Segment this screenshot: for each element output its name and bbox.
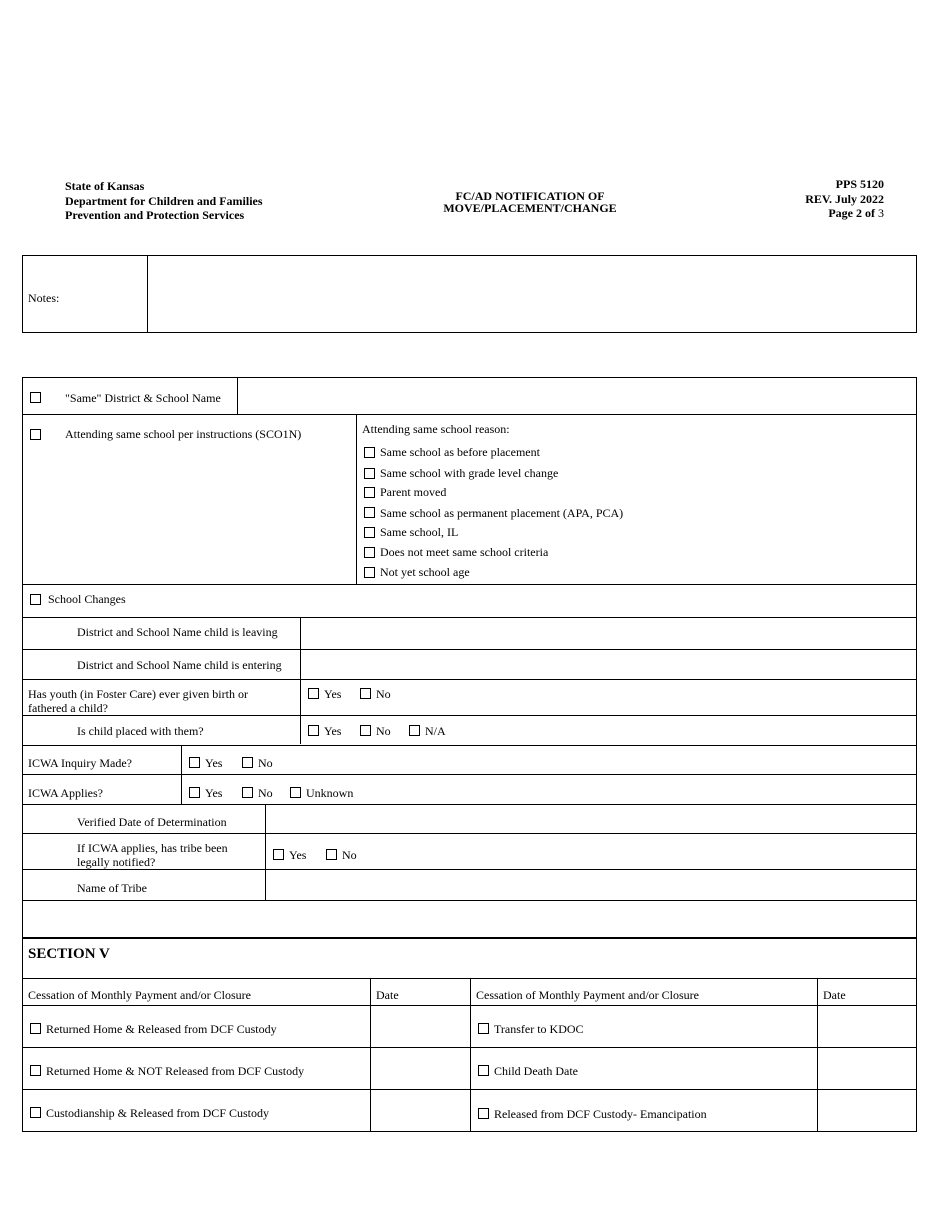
icwa-inquiry-label: ICWA Inquiry Made? [28, 756, 132, 770]
school-changes-label: School Changes [48, 592, 126, 606]
school-changes-checkbox[interactable] [30, 594, 41, 605]
divider [22, 679, 917, 680]
icwa-applies-yes-checkbox[interactable] [189, 787, 200, 798]
divider [22, 804, 917, 805]
agency-block [65, 179, 263, 223]
reason-checkbox-not-meet-criteria[interactable] [364, 547, 375, 558]
agency-department: Department for Children and Families [65, 193, 263, 208]
no-label: No [376, 687, 391, 701]
yes-label: Yes [324, 687, 342, 701]
same-district-field[interactable] [239, 379, 915, 413]
reason-label: Not yet school age [380, 565, 470, 579]
returned-home-released-checkbox[interactable] [30, 1023, 41, 1034]
tribe-notified-no-checkbox[interactable] [326, 849, 337, 860]
cessation-header-right: Cessation of Monthly Payment and/or Closure [476, 988, 699, 1002]
cessation-item-label: Released from DCF Custody- Emancipation [494, 1107, 707, 1121]
attending-same-school-label: Attending same school per instructions (SCO1N) [65, 427, 302, 441]
verified-date-label: Verified Date of Determination [77, 815, 227, 829]
verified-date-field[interactable] [267, 806, 915, 832]
divider [22, 1005, 917, 1006]
divider [22, 617, 917, 618]
cessation-item-label: Returned Home & Released from DCF Custody [46, 1022, 277, 1036]
icwa-applies-no-checkbox[interactable] [242, 787, 253, 798]
divider [22, 1089, 917, 1090]
date-header-left: Date [376, 988, 399, 1002]
form-meta [805, 177, 884, 221]
page-label: Page 2 of [828, 206, 875, 220]
divider [22, 869, 917, 870]
page-total: 3 [878, 206, 884, 220]
divider [22, 900, 917, 901]
no-label: No [376, 724, 391, 738]
form-title-line1: FC/AD NOTIFICATION OF [455, 189, 605, 203]
reason-label: Does not meet same school criteria [380, 545, 549, 559]
emancipation-date[interactable] [819, 1091, 915, 1130]
emancipation-checkbox[interactable] [478, 1108, 489, 1119]
custodianship-released-date[interactable] [372, 1091, 468, 1130]
notes-field[interactable] [149, 257, 915, 331]
section-v-title: SECTION V [28, 946, 110, 962]
form-title-line2: MOVE/PLACEMENT/CHANGE [443, 201, 617, 215]
same-district-checkbox[interactable] [30, 392, 41, 403]
placed-with-label: Is child placed with them? [77, 724, 204, 738]
reason-checkbox-same-school-il[interactable] [364, 527, 375, 538]
reason-checkbox-grade-change[interactable] [364, 468, 375, 479]
divider [22, 715, 917, 716]
yes-label: Yes [289, 848, 307, 862]
divider [147, 255, 148, 333]
icwa-inquiry-no-checkbox[interactable] [242, 757, 253, 768]
reason-checkbox-parent-moved[interactable] [364, 487, 375, 498]
divider [356, 414, 357, 584]
custodianship-released-checkbox[interactable] [30, 1107, 41, 1118]
agency-division: Prevention and Protection Services [65, 208, 245, 222]
transfer-kdoc-date[interactable] [819, 1007, 915, 1046]
unknown-label: Unknown [306, 786, 354, 800]
reason-checkbox-permanent-placement[interactable] [364, 507, 375, 518]
reason-label: Same school, IL [380, 525, 459, 539]
divider [265, 804, 266, 900]
school-leaving-label: District and School Name child is leaving [77, 625, 278, 639]
notes-label: Notes: [28, 291, 60, 305]
school-entering-label: District and School Name child is entering [77, 658, 282, 672]
returned-home-not-released-date[interactable] [372, 1049, 468, 1088]
na-label: N/A [425, 724, 446, 738]
tribe-name-field[interactable] [267, 871, 915, 899]
reason-checkbox-not-school-age[interactable] [364, 567, 375, 578]
divider [22, 833, 917, 834]
divider [22, 1047, 917, 1048]
divider [300, 617, 301, 744]
agency-state: State of Kansas [65, 179, 145, 193]
page-indicator [805, 206, 884, 221]
reason-label: Same school as permanent placement (APA, PCA) [380, 506, 624, 520]
cessation-item-label: Transfer to KDOC [494, 1022, 584, 1036]
yes-label: Yes [205, 756, 223, 770]
transfer-kdoc-checkbox[interactable] [478, 1023, 489, 1034]
yes-label: Yes [205, 786, 223, 800]
divider [22, 584, 917, 585]
cessation-item-label: Child Death Date [494, 1064, 578, 1078]
school-leaving-field[interactable] [302, 619, 915, 648]
attending-same-school-checkbox[interactable] [30, 429, 41, 440]
divider [22, 774, 917, 775]
no-label: No [342, 848, 357, 862]
divider [237, 377, 238, 414]
date-header-right: Date [823, 988, 846, 1002]
icwa-applies-unknown-checkbox[interactable] [290, 787, 301, 798]
yes-label: Yes [324, 724, 342, 738]
divider [22, 745, 917, 746]
cessation-item-label: Custodianship & Released from DCF Custody [46, 1106, 269, 1120]
reason-header: Attending same school reason: [362, 422, 510, 436]
no-label: No [258, 786, 273, 800]
reason-label: Same school with grade level change [380, 466, 559, 480]
given-birth-yes-checkbox[interactable] [308, 688, 319, 699]
reason-label: Same school as before placement [380, 445, 540, 459]
tribe-notified-yes-checkbox[interactable] [273, 849, 284, 860]
same-district-label: "Same" District & School Name [65, 391, 221, 405]
tribe-name-label: Name of Tribe [77, 881, 147, 895]
placed-with-na-checkbox[interactable] [409, 725, 420, 736]
tribe-notified-label: If ICWA applies, has tribe been legally notified? [77, 841, 228, 869]
given-birth-no-checkbox[interactable] [360, 688, 371, 699]
no-label: No [258, 756, 273, 770]
cessation-header-left: Cessation of Monthly Payment and/or Closure [28, 988, 251, 1002]
given-birth-label: Has youth (in Foster Care) ever given birth or fathered a child? [28, 687, 248, 715]
divider [22, 649, 917, 650]
placed-with-yes-checkbox[interactable] [308, 725, 319, 736]
icwa-inquiry-yes-checkbox[interactable] [189, 757, 200, 768]
cessation-item-label: Returned Home & NOT Released from DCF Custody [46, 1064, 305, 1078]
form-revision: REV. July 2022 [805, 191, 884, 206]
returned-home-not-released-checkbox[interactable] [30, 1065, 41, 1076]
divider [470, 978, 471, 1132]
divider [370, 978, 371, 1132]
form-title [380, 190, 680, 214]
reason-checkbox-before-placement[interactable] [364, 447, 375, 458]
returned-home-released-date[interactable] [372, 1007, 468, 1046]
child-death-checkbox[interactable] [478, 1065, 489, 1076]
school-entering-field[interactable] [302, 651, 915, 679]
child-death-date[interactable] [819, 1049, 915, 1088]
divider [817, 978, 818, 1132]
divider [22, 414, 917, 415]
icwa-applies-label: ICWA Applies? [28, 786, 103, 800]
form-number: PPS 5120 [835, 177, 884, 191]
placed-with-no-checkbox[interactable] [360, 725, 371, 736]
reason-label: Parent moved [380, 485, 447, 499]
